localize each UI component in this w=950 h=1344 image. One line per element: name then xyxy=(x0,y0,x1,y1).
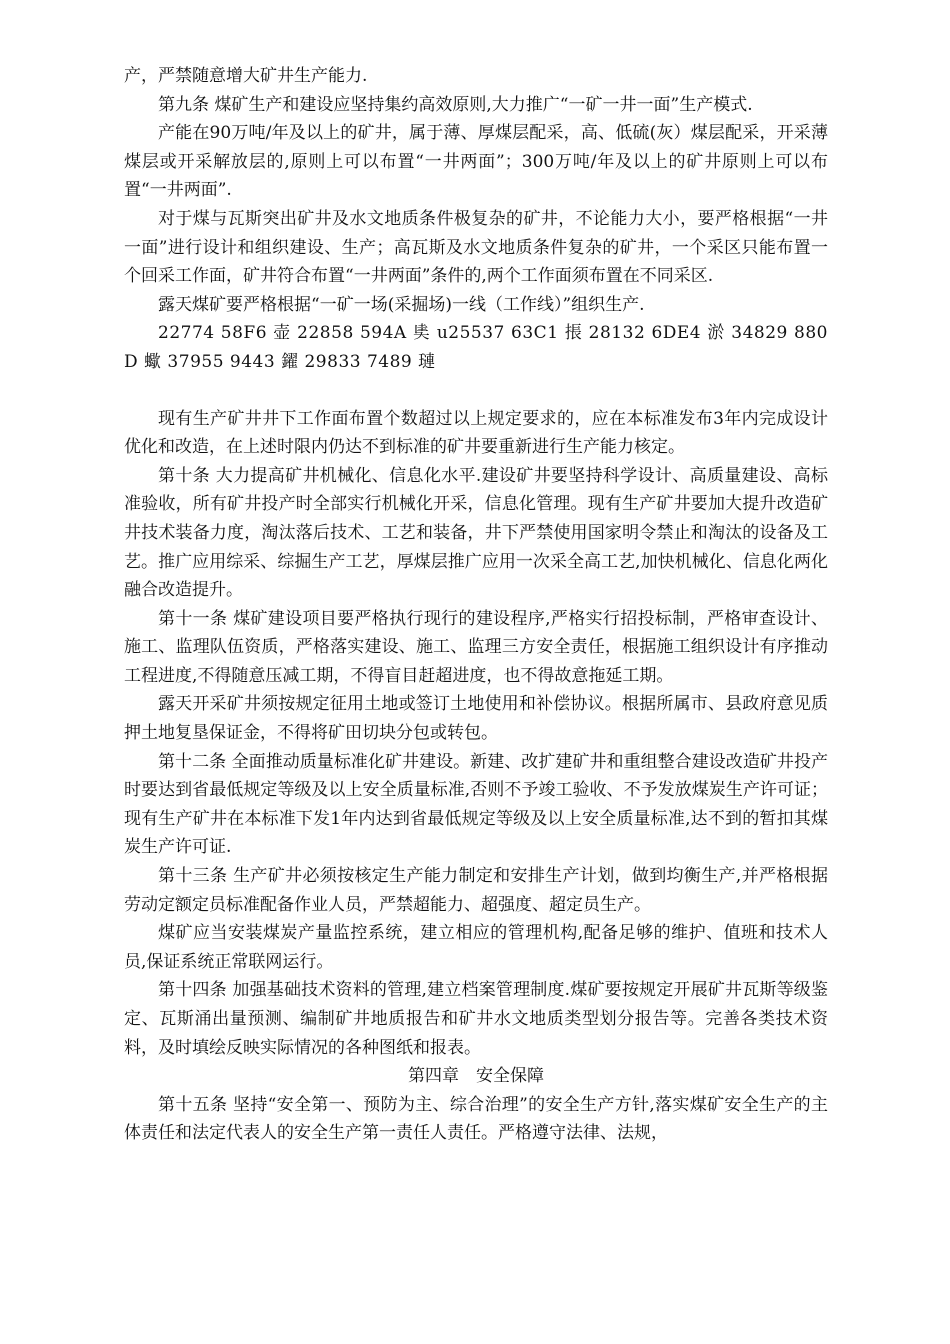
paragraph-capacity-90: 产能在90万吨/年及以上的矿井，属于薄、厚煤层配采，高、低硫(灰）煤层配采，开采薄煤层或开采解放层的,原则上可以布置“一井两面”；300万吨/年及以上的矿井原则上可以布置“一井两面”. xyxy=(124,123,828,201)
article-13: 第十三条 生产矿井必须按核定生产能力制定和安排生产计划，做到均衡生产,并严格根据劳动定额定员标准配备作业人员，严禁超能力、超强度、超定员生产。 xyxy=(124,866,828,915)
paragraph-monitoring-system: 煤矿应当安装煤炭产量监控系统，建立相应的管理机构,配备足够的维护、值班和技术人员,保证系统正常联网运行。 xyxy=(124,923,828,972)
article-15: 第十五条 坚持“安全第一、预防为主、综合治理”的安全生产方针,落实煤矿安全生产的主体责任和法定代表人的安全生产第一责任人责任。严格遵守法律、法规， xyxy=(124,1094,828,1144)
document-body xyxy=(124,62,828,1148)
chapter-heading: 第四章 安全保障 xyxy=(408,1066,544,1087)
blank-line xyxy=(124,377,828,405)
paragraph-continuation: 产，严禁随意增大矿井生产能力. xyxy=(124,66,368,86)
paragraph-open-pit-land: 露天开采矿井须按规定征用土地或签订土地使用和补偿协议。根据所属市、县政府意见质押土地复垦保证金，不得将矿田切块分包或转包。 xyxy=(124,694,828,744)
paragraph-open-pit: 露天煤矿要严格根据“一矿一场(采掘场)一线（工作线）”组织生产. xyxy=(158,294,645,315)
article-9: 第九条 煤矿生产和建设应坚持集约高效原则,大力推广“一矿一井一面”生产模式. xyxy=(158,94,753,115)
garbled-code-line: 22774 58F6 壶 22858 594A 奊 u25537 63C1 掁 28132 6DE4 淤 34829 880D 蠍 37955 9443 鑃 29833 7489 璉 xyxy=(124,323,828,372)
article-11: 第十一条 煤矿建设项目要严格执行现行的建设程序,严格实行招投标制，严格审查设计、施工、监理队伍资质，严格落实建设、施工、监理三方安全责任，根据施工组织设计有序推动工程进度,不得随意压减工期，不得盲目赶超进度，也不得故意拖延工期。 xyxy=(124,608,828,686)
article-14: 第十四条 加强基础技术资料的管理,建立档案管理制度.煤矿要按规定开展矿井瓦斯等级鉴定、瓦斯涌出量预测、编制矿井地质报告和矿井水文地质类型划分报告等。完善各类技术资料，及时填绘反映实际情况的各种图纸和报表。 xyxy=(124,980,828,1058)
paragraph-existing-mines: 现有生产矿井井下工作面布置个数超过以上规定要求的，应在本标准发布3年内完成设计优化和改造，在上述时限内仍达不到标准的矿井要重新进行生产能力核定。 xyxy=(124,408,828,458)
paragraph-gas-outburst: 对于煤与瓦斯突出矿井及水文地质条件极复杂的矿井，不论能力大小，要严格根据“一井一面”进行设计和组织建设、生产；高瓦斯及水文地质条件复杂的矿井，一个采区只能布置一个回采工作面，矿井符合布置“一井两面”条件的,两个工作面须布置在不同采区. xyxy=(124,208,828,287)
article-10: 第十条 大力提高矿井机械化、信息化水平.建设矿井要坚持科学设计、高质量建设、高标准验收，所有矿井投产时全部实行机械化开采，信息化管理。现有生产矿井要加大提升改造矿井技术装备力度，淘汰落后技术、工艺和装备，井下严禁使用国家明令禁止和淘汰的设备及工艺。推广应用综采、综掘生产工艺，厚煤层推广应用一次采全高工艺,加快机械化、信息化两化融合改造提升。 xyxy=(124,465,828,601)
article-12: 第十二条 全面推动质量标准化矿井建设。新建、改扩建矿井和重组整合建设改造矿井投产时要达到省最低规定等级及以上安全质量标准,否则不予竣工验收、不予发放煤炭生产许可证；现有生产矿井在本标准下发1年内达到省最低规定等级及以上安全质量标准,达不到的暂扣其煤炭生产许可证. xyxy=(124,751,828,858)
